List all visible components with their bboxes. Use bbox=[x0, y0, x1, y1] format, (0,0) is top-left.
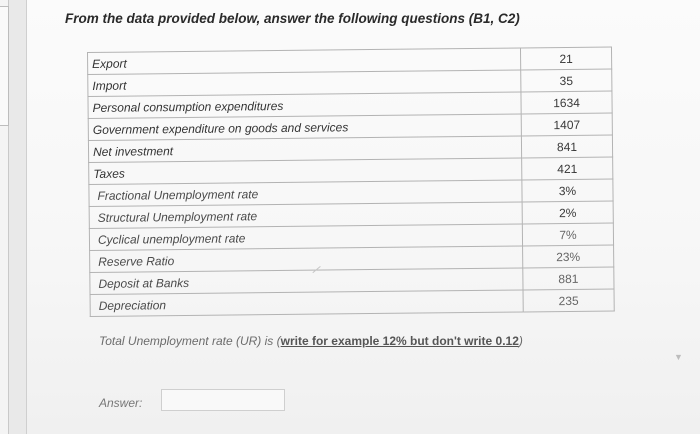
answer-label: Answer: bbox=[99, 396, 143, 410]
data-table bbox=[87, 47, 615, 317]
row-value: 841 bbox=[521, 135, 612, 158]
question-title: From the data provided below, answer the following questions (B1, C2) bbox=[65, 11, 520, 26]
row-value: 1407 bbox=[521, 113, 612, 136]
row-label: Net investment bbox=[88, 136, 521, 163]
row-value: 881 bbox=[523, 267, 614, 290]
row-value: 421 bbox=[522, 157, 613, 180]
row-value: 3% bbox=[522, 179, 613, 202]
prompt-hint: write for example 12% but don't write 0.12 bbox=[280, 334, 519, 348]
row-label: Government expenditure on goods and services bbox=[88, 114, 521, 141]
chevron-down-icon: ▼ bbox=[674, 352, 683, 362]
row-label: Structural Unemployment rate bbox=[89, 202, 522, 229]
row-label: Taxes bbox=[89, 158, 522, 185]
row-label: Cyclical unemployment rate bbox=[89, 224, 522, 251]
row-value: 235 bbox=[523, 289, 614, 312]
question-prompt bbox=[99, 334, 523, 348]
left-panel-edge bbox=[0, 0, 9, 434]
prompt-end: ) bbox=[518, 334, 523, 348]
row-label: Personal consumption expenditures bbox=[88, 92, 521, 119]
row-value: 21 bbox=[520, 47, 611, 70]
row-label: Export bbox=[88, 48, 521, 75]
answer-input[interactable] bbox=[161, 389, 285, 411]
row-label: Fractional Unemployment rate bbox=[89, 180, 522, 207]
prompt-text: Total Unemployment rate (UR) is ( bbox=[99, 334, 281, 348]
row-label: Deposit at Banks bbox=[90, 268, 523, 295]
row-value: 2% bbox=[522, 201, 613, 224]
row-label: Reserve Ratio bbox=[90, 246, 523, 273]
table-row bbox=[90, 289, 614, 316]
row-value: 35 bbox=[521, 69, 612, 92]
row-value: 23% bbox=[523, 245, 614, 268]
row-label: Import bbox=[88, 70, 521, 97]
row-value: 1634 bbox=[521, 91, 612, 114]
question-card bbox=[26, 0, 700, 434]
row-label: Depreciation bbox=[90, 290, 523, 317]
left-panel-tab[interactable] bbox=[0, 6, 9, 126]
row-value: 7% bbox=[522, 223, 613, 246]
